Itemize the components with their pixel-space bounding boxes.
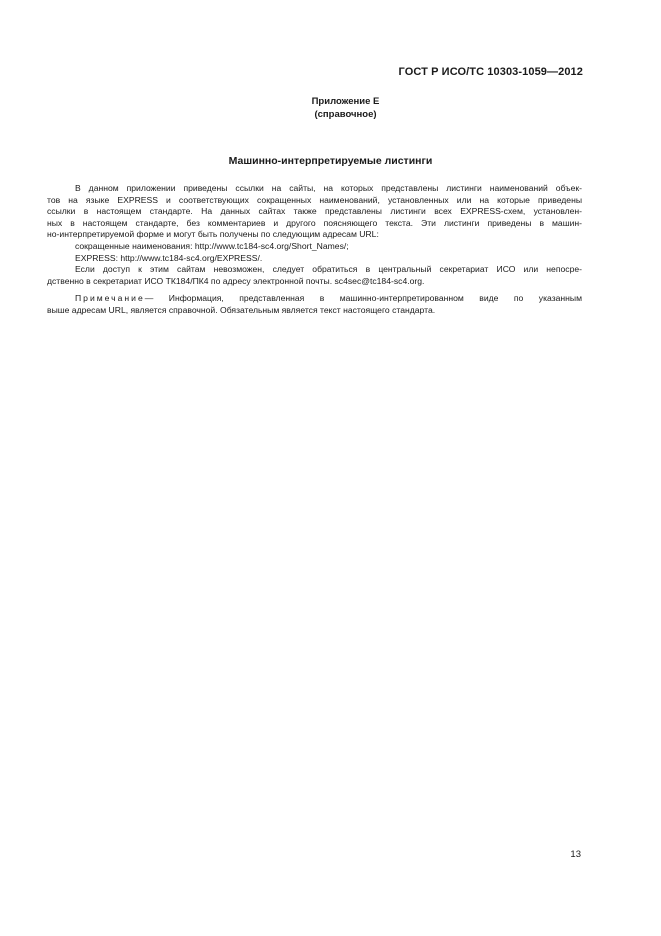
annex-type: (справочное) bbox=[314, 109, 377, 120]
note-text: — Информация, представленная в машинно-интерпретированном виде по указанным bbox=[144, 293, 582, 304]
paragraph1-line1: В данном приложении приведены ссылки на сайты, на которых представлены листинги наименований объек- bbox=[75, 183, 582, 193]
standard-header: ГОСТ Р ИСО/ТС 10303-1059—2012 bbox=[398, 66, 583, 78]
paragraph1-line2: тов на языке EXPRESS и соответствующих сокращенных наименований, установленных или на которые приведены bbox=[47, 194, 582, 205]
section-title: Машинно-интерпретируемые листинги bbox=[228, 155, 433, 167]
paragraph2-line1: Если доступ к этим сайтам невозможен, следует обратиться в центральный секретариат ИСО или непосре- bbox=[75, 264, 582, 275]
page-number: 13 bbox=[570, 849, 581, 860]
note-line2: выше адресам URL, является справочной. Обязательным является текст настоящего стандарта. bbox=[47, 304, 436, 315]
annex-label: Приложение Е bbox=[311, 96, 380, 107]
note-line1 bbox=[75, 293, 582, 305]
paragraph1-line5: но-интерпретируемой форме и могут быть получены по следующим адресам URL: bbox=[47, 229, 379, 240]
paragraph1-line4: ных в настоящем стандарте, без комментариев и другого поясняющего текста. Эти листинги приведены в машин- bbox=[47, 217, 582, 228]
body-text bbox=[47, 183, 582, 317]
note-label: Примечание bbox=[75, 293, 145, 304]
url-short-names: сокращенные наименования: http://www.tc184-sc4.org/Short_Names/; bbox=[75, 240, 349, 251]
paragraph2-line2: дственно в секретариат ИСО ТК184/ПК4 по адресу электронной почты. sc4sec@tc184-sc4.org. bbox=[47, 275, 425, 286]
annex-heading bbox=[0, 95, 661, 121]
paragraph1-line3: ссылки в настоящем стандарте. На данных сайтах также представлены листинги всех EXPRESS-схем, установлен- bbox=[47, 206, 582, 217]
url-express: EXPRESS: http://www.tc184-sc4.org/EXPRESS/. bbox=[75, 252, 263, 263]
